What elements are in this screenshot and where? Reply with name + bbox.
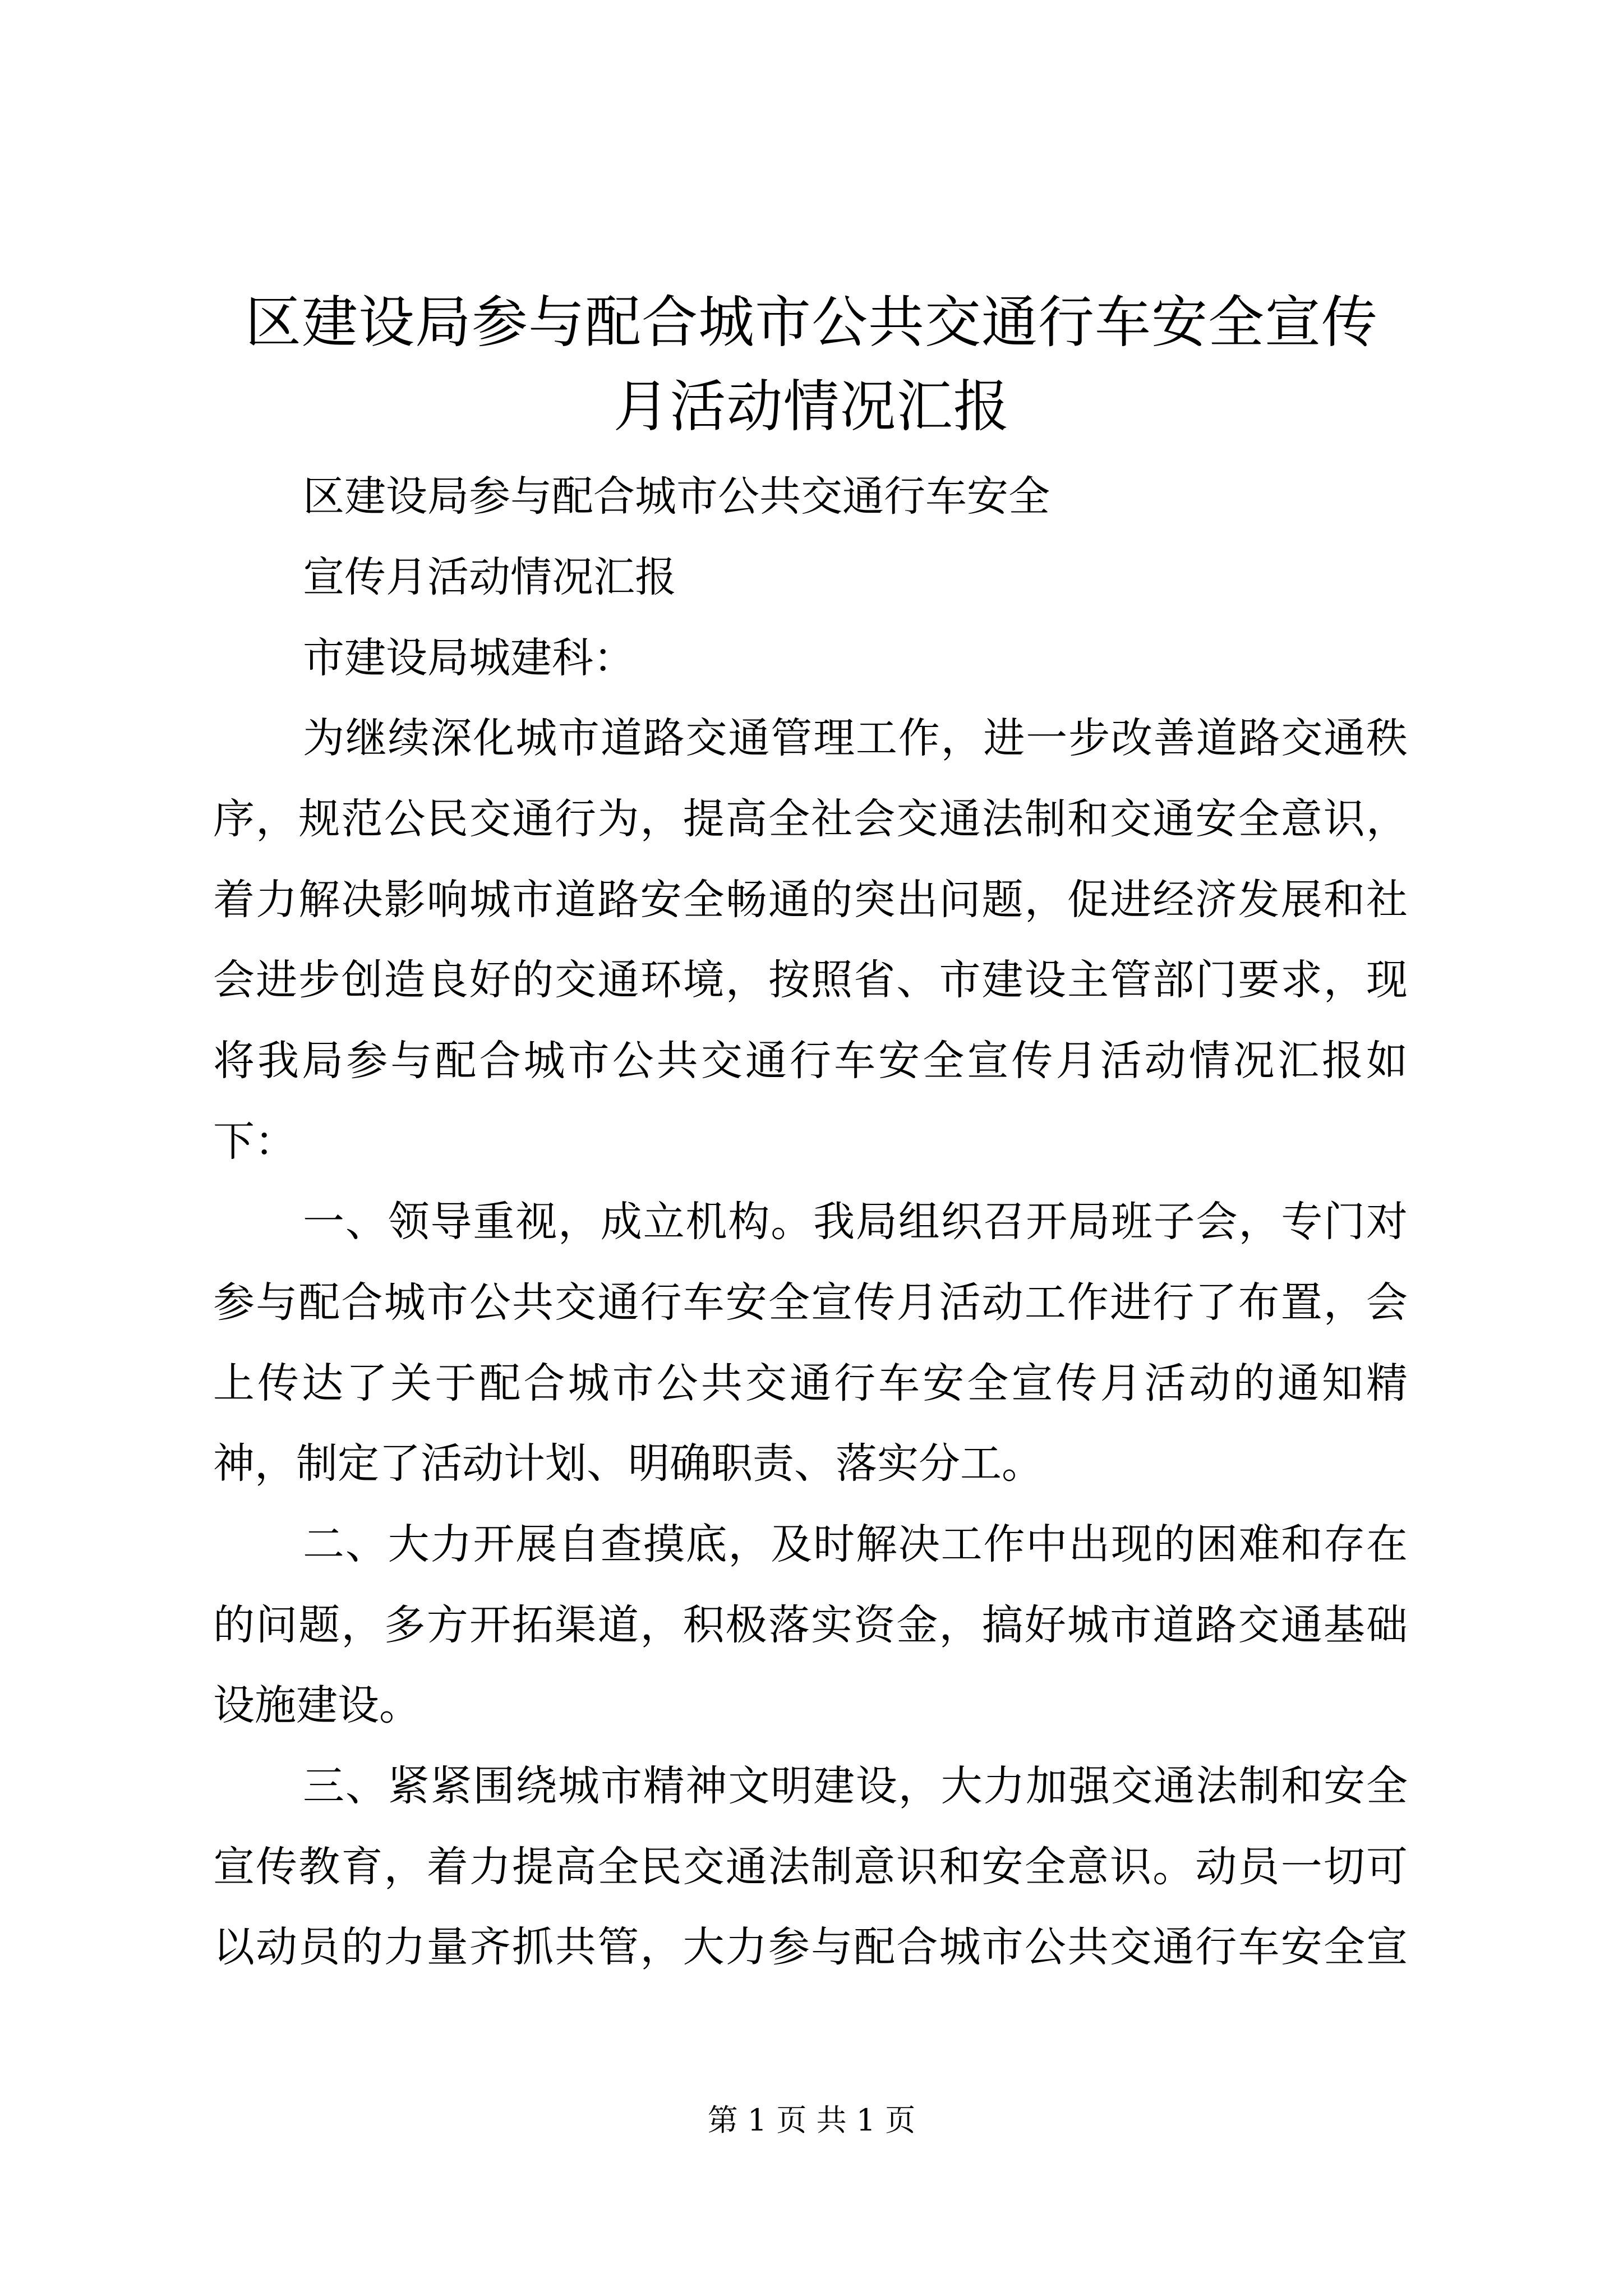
- paragraph-line: 二、大力开展自查摸底，及时解决工作中出现的困难和存在: [303, 1520, 1408, 1568]
- subtitle-line-1: 区建设局参与配合城市公共交通行车安全: [303, 472, 1050, 521]
- recipient-line: 市建设局城建科：: [303, 634, 635, 682]
- paragraph-line: 设施建设。: [213, 1681, 421, 1729]
- paragraph-line: 宣传教育，着力提高全民交通法制意识和安全意识。动员一切可: [213, 1843, 1408, 1891]
- paragraph-line: 将我局参与配合城市公共交通行车安全宣传月活动情况汇报如: [213, 1037, 1408, 1085]
- paragraph-line: 参与配合城市公共交通行车安全宣传月活动工作进行了布置，会: [213, 1278, 1408, 1327]
- title-line-1: 区建设局参与配合城市公共交通行车安全宣传: [245, 289, 1378, 355]
- paragraph-line: 的问题，多方开拓渠道，积极落实资金，搞好城市道路交通基础: [213, 1601, 1408, 1649]
- paragraph-line: 上传达了关于配合城市公共交通行车安全宣传月活动的通知精: [213, 1359, 1408, 1407]
- subtitle-line-2: 宣传月活动情况汇报: [303, 553, 676, 601]
- page-footer: 第 1 页 共 1 页: [707, 2102, 916, 2138]
- paragraph-line: 下：: [213, 1117, 296, 1166]
- paragraph-line: 神，制定了活动计划、明确职责、落实分工。: [213, 1439, 1043, 1488]
- document-title: [168, 280, 1455, 449]
- paragraph-line: 一、领导重视，成立机构。我局组织召开局班子会，专门对: [303, 1198, 1408, 1246]
- paragraph-line: 序，规范公民交通行为，提高全社会交通法制和交通安全意识，: [213, 795, 1408, 843]
- paragraph-line: 会进步创造良好的交通环境，按照省、市建设主管部门要求，现: [213, 956, 1408, 1004]
- paragraph-line: 着力解决影响城市道路安全畅通的突出问题，促进经济发展和社: [213, 876, 1408, 924]
- paragraph-line: 为继续深化城市道路交通管理工作，进一步改善道路交通秩: [303, 714, 1408, 762]
- paragraph-line: 三、紧紧围绕城市精神文明建设，大力加强交通法制和安全: [303, 1762, 1408, 1810]
- paragraph-line: 以动员的力量齐抓共管，大力参与配合城市公共交通行车安全宣: [213, 1923, 1408, 1971]
- title-line-2: 月活动情况汇报: [613, 374, 1010, 439]
